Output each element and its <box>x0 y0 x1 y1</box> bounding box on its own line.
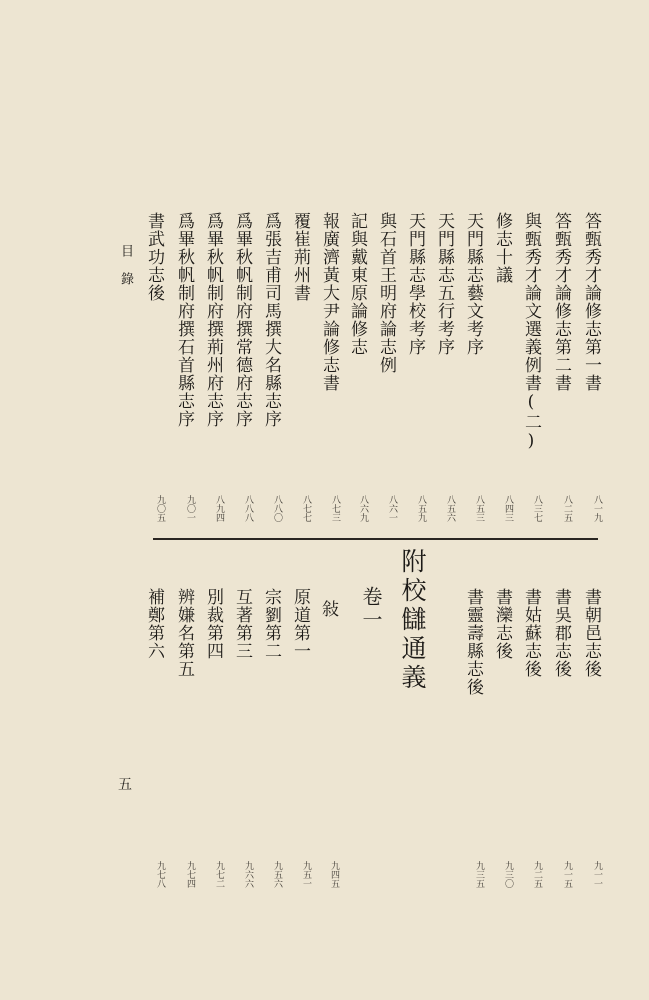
entry-page: 九三五 <box>474 861 484 888</box>
entry-page: 八五九 <box>416 495 426 522</box>
toc-entry <box>260 588 284 888</box>
toc-entry <box>404 212 428 522</box>
entry-page: 九〇一 <box>185 495 195 522</box>
entry-title: 天門縣志五行考序 <box>434 212 454 356</box>
entry-title: 辨嫌名第五 <box>174 588 194 678</box>
entry-page: 九五六 <box>272 861 282 888</box>
toc-entry <box>318 212 342 522</box>
entry-page: 八七三 <box>330 495 340 522</box>
entry-page: 八五六 <box>445 495 455 522</box>
entry-title: 書靈壽縣志後 <box>463 588 483 696</box>
entry-title: 書武功志後 <box>144 212 164 302</box>
entry-page: 九〇五 <box>155 495 165 522</box>
section-divider <box>153 538 598 540</box>
toc-entry <box>433 212 457 522</box>
toc-entry <box>375 212 399 522</box>
entry-title: 爲張吉甫司馬撰大名縣志序 <box>261 212 281 428</box>
entry-title: 與石首王明府論志例 <box>376 212 396 374</box>
running-header: 目 錄 <box>118 244 133 285</box>
entry-title: 答甄秀才論修志第二書 <box>551 212 571 392</box>
toc-entry <box>462 588 486 888</box>
entry-title: 書吳郡志後 <box>551 588 571 678</box>
toc-entry <box>202 588 226 888</box>
entry-page: 八五三 <box>474 495 484 522</box>
entry-page: 九四五 <box>329 861 339 888</box>
toc-entry <box>580 212 604 522</box>
entry-page: 九三〇 <box>503 861 513 888</box>
entry-title: 報廣濟黃大尹論修志書 <box>319 212 339 392</box>
toc-entry <box>317 600 341 888</box>
toc-entry <box>173 212 197 522</box>
section-heading: 附校讎通義 <box>398 548 427 693</box>
toc-entry <box>260 212 284 522</box>
toc-entry <box>143 588 167 888</box>
entry-title: 天門縣志學校考序 <box>405 212 425 356</box>
toc-entry <box>491 212 515 522</box>
entry-title: 補鄭第六 <box>144 588 164 660</box>
toc-entry <box>462 212 486 522</box>
entry-page: 八八〇 <box>272 495 282 522</box>
toc-entry <box>491 588 515 888</box>
entry-title: 答甄秀才論修志第一書 <box>581 212 601 392</box>
entry-page: 八七七 <box>301 495 311 522</box>
entry-title: 書朝邑志後 <box>581 588 601 678</box>
entry-title: 天門縣志藝文考序 <box>463 212 483 356</box>
entry-title: 互著第三 <box>232 588 252 660</box>
entry-page: 八二五 <box>562 495 572 522</box>
entry-title: 記與戴東原論修志 <box>347 212 367 356</box>
entry-title: 爲畢秋帆制府撰常德府志序 <box>232 212 252 428</box>
entry-title: 書姑蘇志後 <box>521 588 541 678</box>
toc-entry <box>231 212 255 522</box>
entry-page: 九五一 <box>301 861 311 888</box>
entry-page: 九七八 <box>155 861 165 888</box>
entry-page: 八三七 <box>532 495 542 522</box>
entry-page: 八一九 <box>592 495 602 522</box>
entry-page: 九一一 <box>592 861 602 888</box>
entry-page: 九六六 <box>243 861 253 888</box>
entry-title: 爲畢秋帆制府撰石首縣志序 <box>174 212 194 428</box>
entry-page: 八九四 <box>214 495 224 522</box>
entry-title: 修志十議 <box>492 212 512 284</box>
toc-entry <box>346 212 370 522</box>
entry-page: 九一五 <box>562 861 572 888</box>
toc-entry <box>550 588 574 888</box>
volume-heading: 卷一 <box>359 586 383 632</box>
entry-page: 八八八 <box>243 495 253 522</box>
toc-entry <box>231 588 255 888</box>
entry-title: 覆崔荊州書 <box>290 212 310 302</box>
entry-title: 書灤志後 <box>492 588 512 660</box>
toc-entry <box>520 212 544 522</box>
page-number: 五 <box>118 777 132 793</box>
toc-entry <box>550 212 574 522</box>
entry-title: 爲畢秋帆制府撰荊州府志序 <box>203 212 223 428</box>
toc-entry <box>289 588 313 888</box>
toc-entry <box>202 212 226 522</box>
entry-page: 九七四 <box>185 861 195 888</box>
entry-title: 敍 <box>318 600 338 618</box>
entry-page: 八四三 <box>503 495 513 522</box>
entry-page: 八六九 <box>358 495 368 522</box>
toc-entry <box>143 212 167 522</box>
toc-entry <box>289 212 313 522</box>
entry-title: 別裁第四 <box>203 588 223 660</box>
entry-title: 與甄秀才論文選義例書(二) <box>521 212 541 452</box>
toc-entry <box>580 588 604 888</box>
entry-page: 九二五 <box>532 861 542 888</box>
entry-title: 宗劉第二 <box>261 588 281 660</box>
entry-page: 九七二 <box>214 861 224 888</box>
entry-title: 原道第一 <box>290 588 310 660</box>
entry-page: 八六一 <box>387 495 397 522</box>
toc-entry <box>520 588 544 888</box>
toc-entry <box>173 588 197 888</box>
